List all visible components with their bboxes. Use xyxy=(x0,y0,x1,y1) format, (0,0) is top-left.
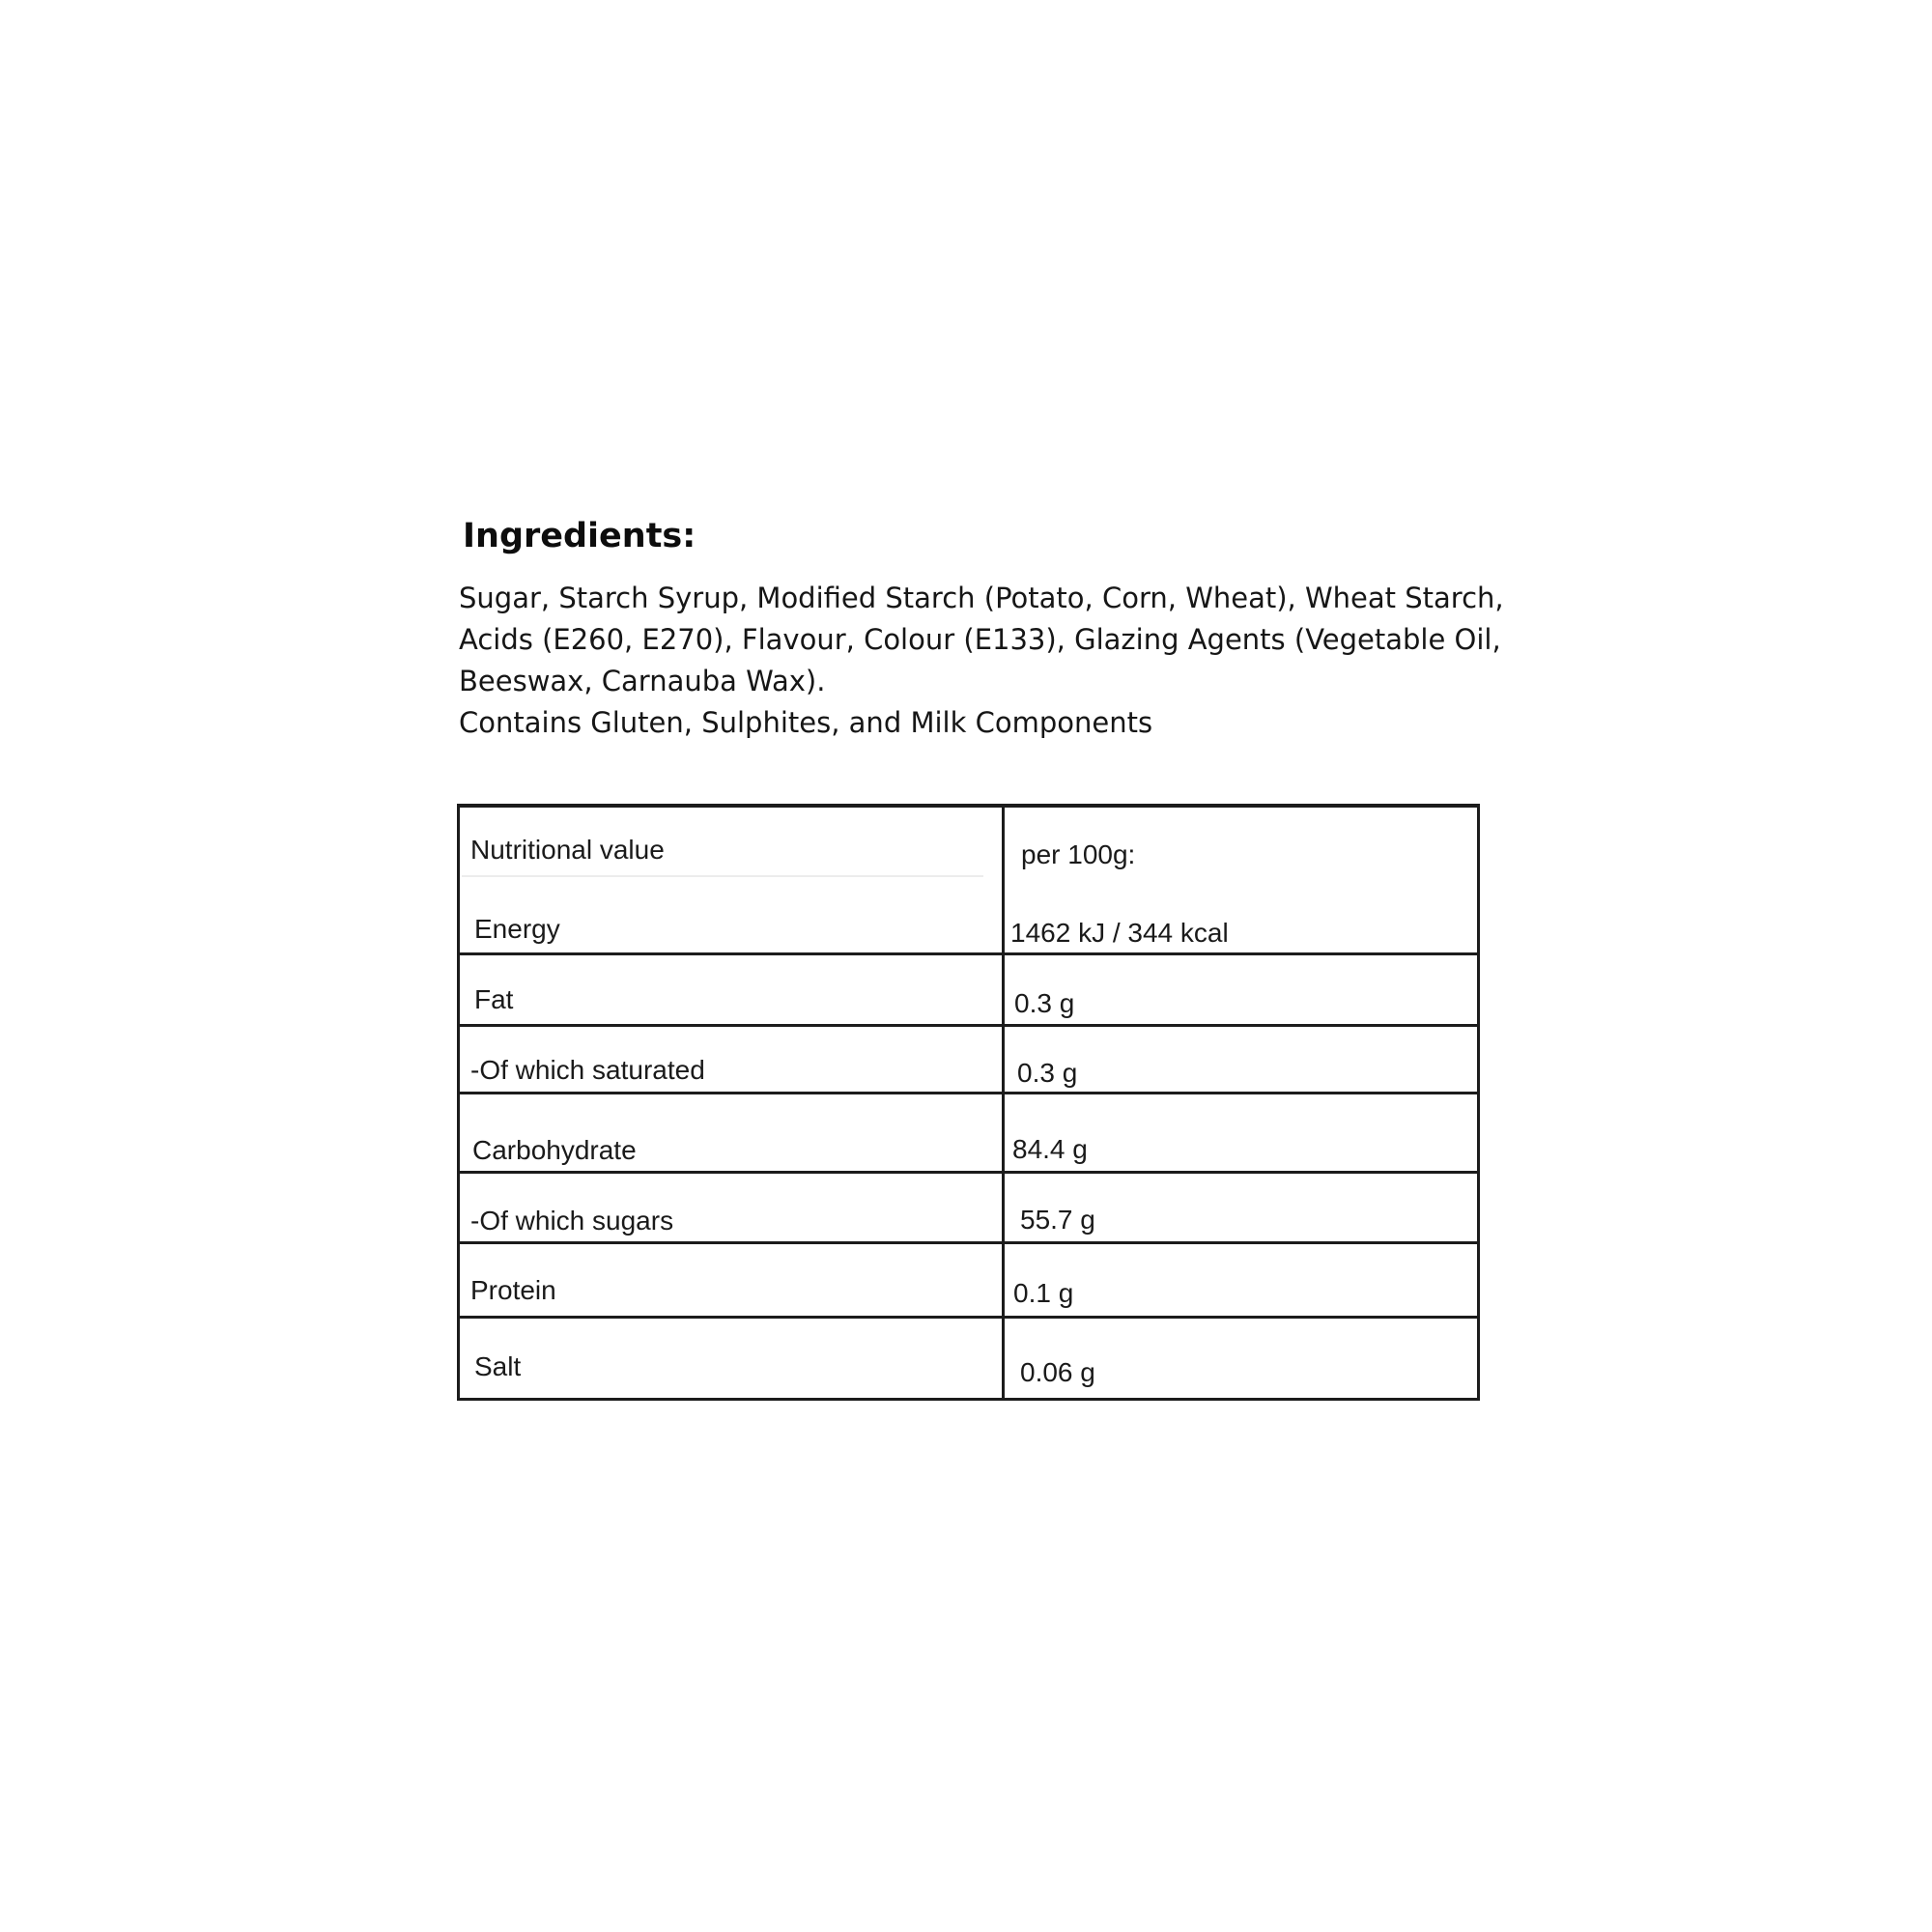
nutrient-label-fat: Fat xyxy=(474,984,514,1014)
ingredients-text xyxy=(459,578,1502,744)
nutrient-value-salt: 0.06 g xyxy=(1020,1357,1095,1387)
nutrient-value-energy: 1462 kJ / 344 kcal xyxy=(1010,918,1229,948)
row-divider xyxy=(457,1241,1480,1244)
header-underline xyxy=(462,875,983,877)
allergen-statement: Contains Gluten, Sulphites, and Milk Components xyxy=(459,706,1153,739)
nutrient-value-protein: 0.1 g xyxy=(1013,1278,1074,1308)
column-divider xyxy=(1002,804,1005,1401)
row-divider xyxy=(457,1316,1480,1319)
row-divider xyxy=(457,1024,1480,1027)
nutrient-value-saturated: 0.3 g xyxy=(1017,1058,1078,1088)
ingredients-heading: Ingredients: xyxy=(463,517,696,555)
row-divider xyxy=(457,1092,1480,1094)
header-value: per 100g: xyxy=(1021,839,1136,869)
nutrient-label-carbohydrate: Carbohydrate xyxy=(472,1135,637,1165)
ingredients-line: Beeswax, Carnauba Wax). xyxy=(459,665,826,697)
nutrient-value-fat: 0.3 g xyxy=(1014,988,1075,1018)
row-divider xyxy=(457,952,1480,955)
header-label: Nutritional value xyxy=(470,835,665,865)
nutrient-label-energy: Energy xyxy=(474,914,560,944)
nutrient-label-salt: Salt xyxy=(474,1351,522,1381)
ingredients-line: Sugar, Starch Syrup, Modified Starch (Potato, Corn, Wheat), Wheat Starch, xyxy=(459,582,1504,614)
table-border xyxy=(457,804,1480,1401)
nutrient-label-sugars: -Of which sugars xyxy=(470,1206,674,1236)
row-divider xyxy=(457,1171,1480,1174)
nutrient-label-protein: Protein xyxy=(470,1275,556,1305)
nutrient-value-sugars: 55.7 g xyxy=(1020,1205,1095,1235)
nutrient-label-saturated: -Of which saturated xyxy=(470,1055,705,1085)
nutrition-table xyxy=(457,804,1483,1403)
nutrient-value-carbohydrate: 84.4 g xyxy=(1012,1134,1088,1164)
ingredients-line: Acids (E260, E270), Flavour, Colour (E133), Glazing Agents (Vegetable Oil, xyxy=(459,623,1501,656)
